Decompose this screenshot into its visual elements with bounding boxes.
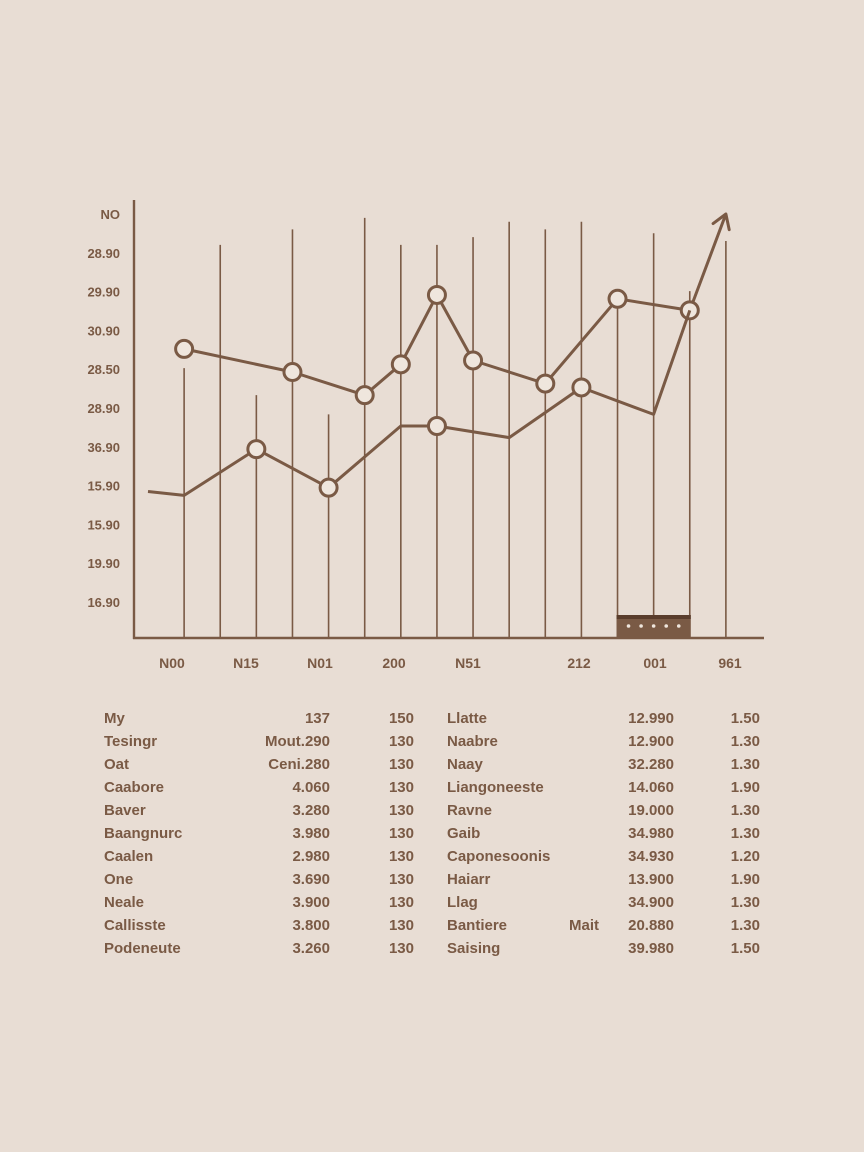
table-cell: Llatte [447,710,488,727]
legend-dot [627,624,631,628]
table-cell: My [104,710,125,727]
series-0-point [681,302,698,319]
table-cell: 3.260 [292,940,330,957]
table-cell: Naay [447,756,483,773]
x-tick-label: N00 [159,655,185,671]
series-0-point [284,364,301,381]
table-row [0,779,864,802]
series-0-point [356,387,373,404]
table-cell: 1.90 [730,779,760,796]
table-cell: Podeneute [104,940,181,957]
table-cell: 1.90 [730,871,760,888]
series-0-line [184,214,726,395]
table-cell: Saising [447,940,501,957]
table-cell: 3.280 [292,802,330,819]
data-table [0,700,864,980]
y-tick-label: NO [100,207,120,222]
table-cell: Ceni.280 [268,756,330,773]
table-cell: 130 [388,871,414,888]
chart-axes [133,200,764,639]
table-cell: One [104,871,134,888]
x-axis-tick-labels [159,655,742,671]
series-0-point [428,286,445,303]
y-axis-tick-labels [87,207,120,610]
table-cell: 14.060 [628,779,674,796]
table-cell: 39.980 [628,940,674,957]
series-0-point [609,290,626,307]
table-cell: Mout.290 [264,733,330,750]
table-cell: 3.980 [292,825,330,842]
table-cell: 3.690 [292,871,330,888]
chart-series [148,214,729,496]
table-cell: Gaib [447,825,481,842]
table-cell: Llag [447,894,478,911]
table-row [0,894,864,917]
table-cell: 32.280 [628,756,674,773]
table-cell: 130 [388,802,414,819]
table-cell: 1.30 [730,733,760,750]
table-row [0,733,864,756]
table-cell: 19.000 [628,802,674,819]
table-cell: Caabore [104,779,165,796]
x-tick-label: 001 [643,655,667,671]
legend-dot [664,624,668,628]
table-row [0,802,864,825]
table-cell: 1.20 [730,848,760,865]
table-row [0,917,864,940]
series-1-point [320,479,337,496]
series-1-point [573,379,590,396]
table-cell: 12.990 [628,710,674,727]
table-cell: 34.980 [628,825,674,842]
legend-dot [639,624,643,628]
table-cell: 1.30 [730,917,760,934]
table-cell: 13.900 [628,871,674,888]
table-cell: 137 [304,710,330,727]
table-cell: Callisste [104,917,166,934]
table-cell: 2.980 [292,848,330,865]
table-cell: 1.30 [730,894,760,911]
table-cell: Naabre [447,733,498,750]
table-cell: 130 [388,848,414,865]
y-tick-label: 29.90 [87,284,120,300]
table-cell: 1.50 [730,940,760,957]
y-tick-label: 15.90 [87,517,120,533]
table-cell: Baangnurc [104,825,183,842]
table-row [0,825,864,848]
x-tick-label: N15 [233,655,259,671]
table-cell: 1.30 [730,825,760,842]
table-cell: Bantiere [447,917,508,934]
series-0-point [465,352,482,369]
series-1-line [148,310,690,495]
table-cell: 12.900 [628,733,674,750]
table-cell: Mait [569,917,599,934]
legend-bar-edge [617,615,691,619]
y-tick-label: 16.90 [87,595,120,610]
table-cell: Haiarr [447,871,491,888]
series-1-point [428,418,445,435]
table-row [0,756,864,779]
x-tick-label: N01 [307,655,333,671]
y-tick-label: 28.90 [87,245,120,261]
table-cell: 20.880 [628,917,674,934]
table-cell: 4.060 [292,779,330,796]
table-cell: 130 [388,825,414,842]
table-row [0,710,864,733]
table-cell: 3.800 [292,917,330,934]
y-tick-label: 19.90 [87,556,120,572]
y-tick-label: 15.90 [87,478,120,494]
legend-dot [677,624,681,628]
table-cell: Caalen [104,848,154,865]
x-tick-label: 200 [382,655,406,671]
table-cell: Neale [104,894,145,911]
table-cell: Baver [104,802,146,819]
table-cell: Caponesoonis [447,848,551,865]
table-cell: Tesingr [104,733,158,750]
table-cell: 1.50 [730,710,760,727]
series-0-point [176,340,193,357]
table-row [0,848,864,871]
table-cell: 34.930 [628,848,674,865]
table-cell: 130 [388,756,414,773]
series-0-point [537,375,554,392]
table-cell: 130 [388,779,414,796]
table-row [0,871,864,894]
table-cell: 3.900 [292,894,330,911]
y-tick-label: 30.90 [87,323,120,339]
table-cell: 130 [388,917,414,934]
table-cell: Oat [104,756,130,773]
x-tick-label: 212 [567,655,591,671]
table-cell: 130 [388,733,414,750]
table-row [0,940,864,963]
table-cell: Ravne [447,802,493,819]
table-cell: 1.30 [730,756,760,773]
series-0-point [392,356,409,373]
y-tick-label: 28.50 [87,362,120,378]
table-cell: 130 [388,940,414,957]
table-cell: Liangoneeste [447,779,544,796]
table-cell: 1.30 [730,802,760,819]
y-tick-label: 28.90 [87,401,120,416]
table-cell: 34.900 [628,894,674,911]
y-tick-label: 36.90 [87,439,120,455]
series-1-point [248,441,265,458]
legend-dot [652,624,656,628]
legend-marker [617,615,691,637]
table-cell: 130 [388,894,414,911]
x-tick-label: 961 [718,655,742,671]
x-tick-label: N51 [455,655,481,671]
table-cell: 150 [388,710,414,727]
